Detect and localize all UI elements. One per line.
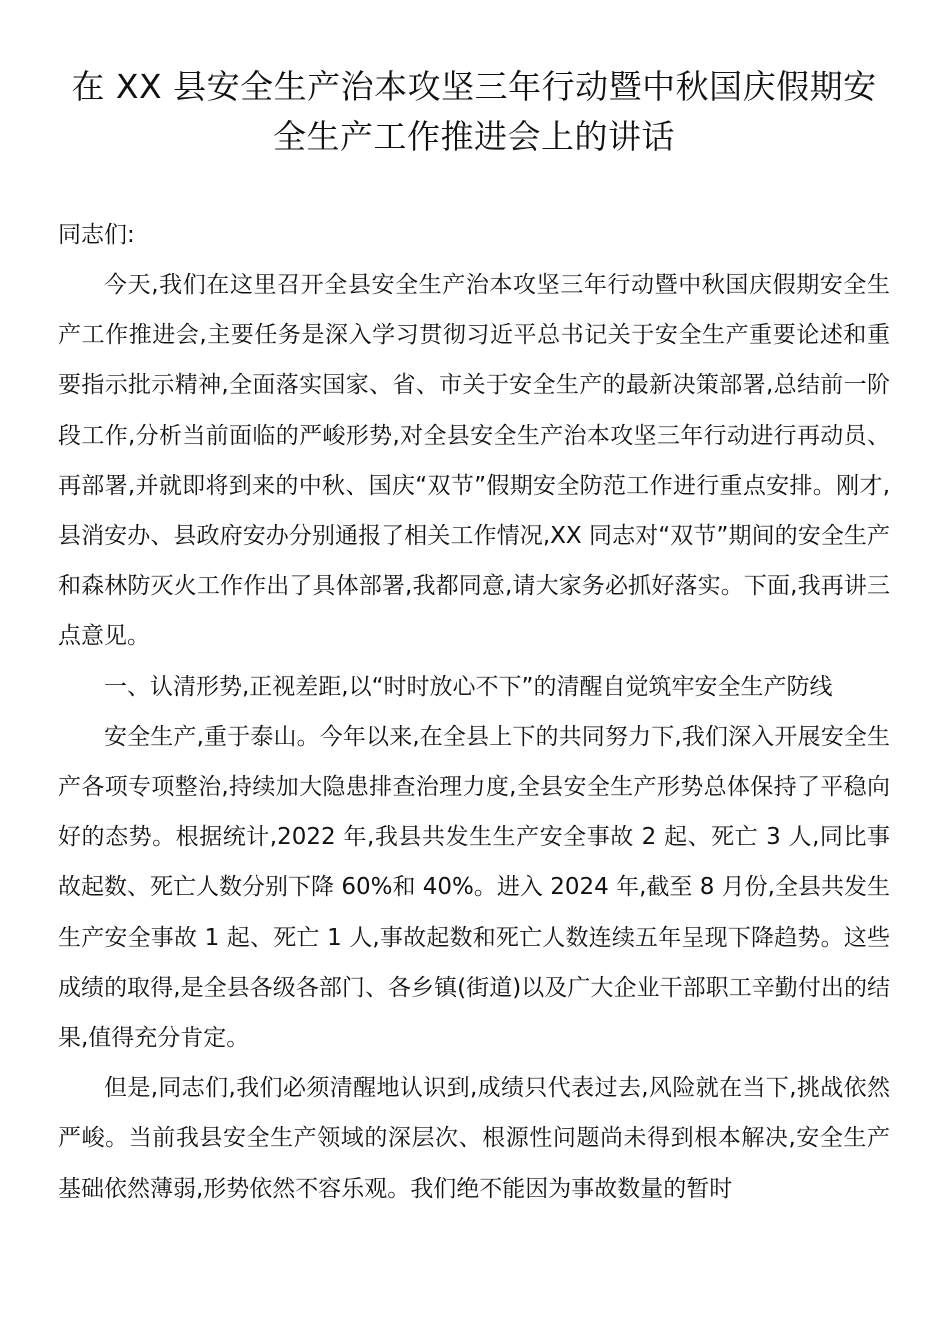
title-line-1: 在 XX 县安全生产治本攻坚三年行动暨中秋国庆假期安 [71, 67, 877, 106]
section-heading-1: 一、认清形势,正视差距,以“时时放心不下”的清醒自觉筑牢安全生产防线 [104, 673, 833, 700]
paragraph-challenges: 但是,同志们,我们必须清醒地认识到,成绩只代表过去,风险就在当下,挑战依然严峻。当前我县安全生产领域的深层次、根源性问题尚未得到根本解决,安全生产基础依然薄弱,形势依然不容乐观。我们绝不能因为事故数量的暂时 [58, 1075, 890, 1202]
paragraph-intro: 今天,我们在这里召开全县安全生产治本攻坚三年行动暨中秋国庆假期安全生产工作推进会,主要任务是深入学习贯彻习近平总书记关于安全生产重要论述和重要指示批示精神,全面落实国家、省、市关于安全生产的最新决策部署,总结前一阶段工作,分析当前面临的严峻形势,对全县安全生产治本攻坚三年行动进行再动员、再部署,并就即将到来的中秋、国庆“双节”假期安全防范工作进行重点安排。刚才,县消安办、县政府安办分别通报了相关工作情况,XX 同志对“双节”期间的安全生产和森林防灭火工作作出了具体部署,我都同意,请大家务必抓好落实。下面,我再讲三点意见。 [58, 272, 890, 650]
salutation: 同志们: [58, 222, 135, 248]
title-line-2: 全生产工作推进会上的讲话 [273, 117, 675, 156]
paragraph-achievements: 安全生产,重于泰山。今年以来,在全县上下的共同努力下,我们深入开展安全生产各项专项整治,持续加大隐患排查治理力度,全县安全生产形势总体保持了平稳向好的态势。根据统计,2022 年,我县共发生生产安全事故 2 起、死亡 3 人,同比事故起数、死亡人数分别下降 60%和 40%。进入 2024 年,截至 8 月份,全县共发生生产安全事故 1 起、死亡 1 人,事故起数和死亡人数连续五年呈现下降趋势。这些成绩的取得,是全县各级各部门、各乡镇(街道)以及广大企业干部职工辛勤付出的结果,值得充分肯定。 [58, 723, 890, 1052]
document-title [58, 62, 890, 162]
